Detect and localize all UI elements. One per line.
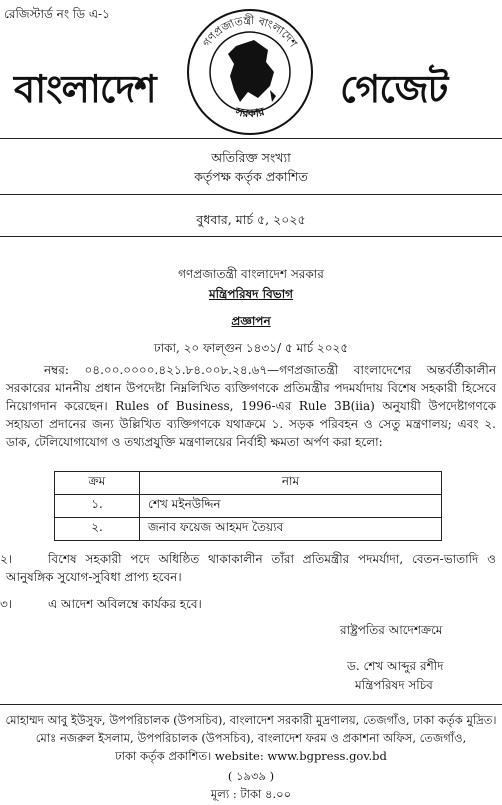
table-header-serial: ক্রম: [55, 472, 140, 495]
emblem-seal-icon: [184, 6, 316, 138]
published-by-label: কর্তৃপক্ষ কর্তৃক প্রকাশিত: [194, 169, 308, 184]
notice-paragraph-1: নম্বর: ০৪.০০.০০০০.৪২১.৮৪.০০৮.২৪.৬৭—গণপ্রজাতন্ত্রী বাংলাদেশের অন্তর্বর্তীকালীন সরকারের মাননীয় প্রধান উপদেষ্টা নিম্নলিখিত ব্যক্তিগণকে প্রতিমন্ত্রীর পদমর্যাদায় বিশেষ সহকারী হিসেবে নিয়োগদান করেছেন। Rules of Business, 1996-এর Rule 3B(iia) অনুযায়ী উপদেষ্টাগণকে সহায়তা প্রদানের জন্য উল্লিখিত ব্যক্তিগণকে যথাক্রমে ১. সড়ক পরিবহন ও সেতু মন্ত্রণালয়; এবং ২. ডাক, টেলিযোগাযোগ ও তথ্যপ্রযুক্তি মন্ত্রণালয়ের নির্বাহী ক্ষমতা অর্পণ করা হলো:: [6, 363, 496, 449]
signatory-title: মন্ত্রিপরিষদ সচিব: [355, 678, 433, 692]
table-cell-name: জনাব ফয়েজ আহমদ তৈয়্যব: [140, 518, 442, 541]
footer-divider: [0, 704, 502, 705]
issue-date: বুধবার, মার্চ ৫, ২০২৫: [196, 212, 306, 227]
government-emblem: [184, 6, 316, 138]
footer-website: ঢাকা কর্তৃক প্রকাশিত। website: www.bgpress.gov.bd: [115, 749, 387, 763]
table-cell-name: শেখ মইনউদ্দিন: [140, 495, 442, 518]
footer-printed-by: মোহাম্মদ আবু ইউসুফ, উপপরিচালক (উপসচিব), বাংলাদেশ সরকারী মুদ্রণালয়, তেজগাঁও, ঢাকা কর্তৃক মুদ্রিত।: [5, 713, 497, 727]
svg-text:সরকার: সরকার: [234, 104, 266, 121]
svg-text:গণপ্রজাতন্ত্রী বাংলাদেশ: গণপ্রজাতন্ত্রী বাংলাদেশ: [200, 13, 300, 50]
page-number: ( ১৯৩৯ ): [227, 769, 275, 783]
notice-type: প্রজ্ঞাপন: [231, 314, 271, 328]
government-name: গণপ্রজাতন্ত্রী বাংলাদেশ সরকার: [178, 267, 324, 281]
signatory-name: ড. শেখ আব্দুর রশীদ: [347, 659, 444, 673]
price-label: মূল্য : টাকা ৪.০০: [210, 787, 292, 801]
appointees-table: [54, 471, 442, 541]
notice-paragraph-3: এ আদেশ অবিলম্বে কার্যকর হবে।: [48, 597, 202, 611]
notice-paragraph-2: বিশেষ সহকারী পদে অধিষ্ঠিত থাকাকালীন তাঁরা প্রতিমন্ত্রীর পদমর্যাদা, বেতন-ভাতাদি ও আনুষঙ্গিক সুযোগ-সুবিধা প্রাপ্য হবেন।: [6, 552, 496, 584]
table-header-name: নাম: [140, 472, 442, 495]
registration-number: রেজিস্টার্ড নং ডি এ-১: [4, 7, 110, 21]
gazette-title-left: বাংলাদেশ: [14, 66, 156, 111]
paragraph-2-number: ২।: [0, 552, 13, 566]
date-divider-bottom: [0, 236, 502, 237]
division-name: মন্ত্রিপরিষদ বিভাগ: [208, 287, 294, 301]
extra-issue-label: অতিরিক্ত সংখ্যা: [211, 150, 291, 165]
table-header-row: [55, 472, 442, 495]
gazette-title-right: গেজেট: [340, 66, 448, 111]
notice-place-date: ঢাকা, ২০ ফাল্গুন ১৪৩১/ ৫ মার্চ ২০২৫: [153, 341, 349, 355]
table-row: [55, 518, 442, 541]
paragraph-3-number: ৩।: [0, 597, 13, 611]
table-cell-serial: ১.: [55, 495, 140, 518]
table-row: [55, 495, 442, 518]
table-cell-serial: ২.: [55, 518, 140, 541]
footer-published-by: মোঃ নজরুল ইসলাম, উপপরিচালক (উপসচিব), বাংলাদেশ ফরম ও প্রকাশনা অফিস, তেজগাঁও,: [35, 731, 467, 745]
date-divider-top: [0, 194, 502, 195]
order-by-line: রাষ্ট্রপতির আদেশক্রমে: [340, 623, 443, 637]
header-divider: [0, 138, 502, 139]
